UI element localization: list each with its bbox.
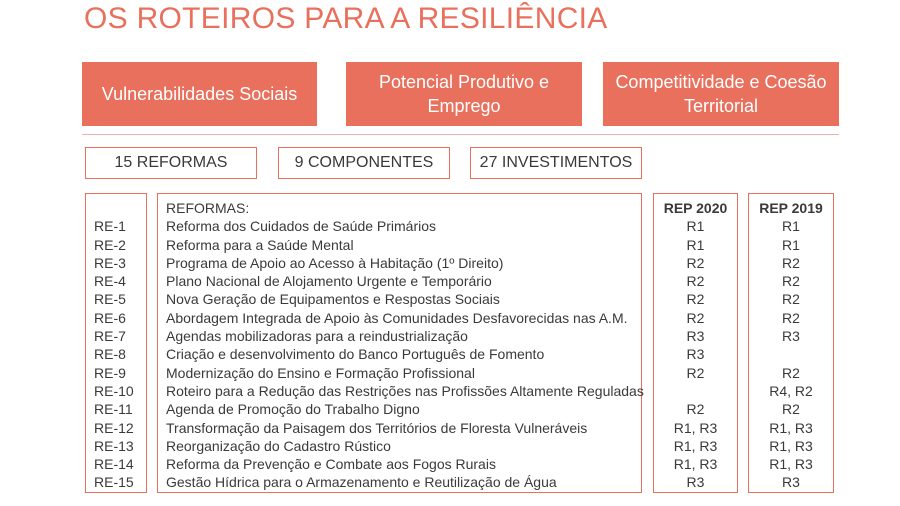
reforms-header: REFORMAS: (166, 200, 250, 216)
rep2020-value (654, 382, 737, 400)
reform-name: Transformação da Paisagem dos Territórios de Floresta Vulneráveis (166, 419, 588, 436)
rep2020-value: R2 (686, 401, 705, 418)
reform-code: RE-6 (94, 309, 126, 326)
rep2019-value: R1, R3 (769, 437, 813, 454)
rep2019-list (749, 199, 833, 492)
divider (82, 134, 839, 135)
pillar-vulnerabilidades-sociais: Vulnerabilidades Sociais (82, 62, 317, 126)
count-reformas: 15 REFORMAS (85, 147, 257, 179)
reform-name: Programa de Apoio ao Acesso à Habitação (1º Direito) (166, 254, 504, 271)
pillar-competitividade-coesao: Competitividade e Coesão Territorial (603, 62, 839, 126)
reform-name: Reorganização do Cadastro Rústico (166, 437, 391, 454)
reform-code: RE-13 (94, 437, 134, 454)
reform-code: RE-4 (94, 273, 126, 290)
rep2019-value: R1, R3 (769, 419, 813, 436)
reform-name: Reforma para a Saúde Mental (166, 236, 354, 253)
reform-name: Criação e desenvolvimento do Banco Português de Fomento (166, 346, 545, 363)
rep2020-value: R3 (686, 328, 705, 345)
reform-code: RE-7 (94, 328, 126, 345)
rep2019-value: R2 (782, 401, 800, 418)
reform-code: RE-15 (94, 474, 134, 491)
pillar-potencial-produtivo: Potencial Produtivo e Emprego (346, 62, 582, 126)
rep2019-value (749, 345, 833, 363)
rep2020-value: R2 (686, 254, 705, 271)
rep2020-value: R2 (686, 273, 705, 290)
rep2019-value: R2 (782, 273, 800, 290)
rep2020-value: R1 (686, 218, 705, 235)
rep2019-box (748, 193, 834, 493)
rep2019-value: R4, R2 (769, 382, 813, 399)
reform-code: RE-5 (94, 291, 126, 308)
reform-name: Agenda de Promoção do Trabalho Digno (166, 401, 420, 418)
reform-code: RE-3 (94, 254, 126, 271)
rep2020-value: R1, R3 (673, 437, 718, 454)
rep2020-value: R2 (686, 364, 705, 381)
rep2019-value: R2 (782, 309, 800, 326)
reforms-list (158, 199, 644, 492)
reform-codes-box (85, 193, 147, 493)
reform-name: Gestão Hídrica para o Armazenamento e Reutilização de Água (166, 474, 557, 491)
rep2020-header: REP 2020 (663, 200, 728, 216)
reform-code: RE-1 (94, 218, 126, 235)
rep2019-value: R1, R3 (769, 456, 813, 473)
count-componentes: 9 COMPONENTES (278, 147, 450, 179)
reform-code: RE-10 (94, 382, 134, 399)
reform-code: RE-8 (94, 346, 126, 363)
rep2019-value: R3 (782, 474, 800, 491)
rep2020-value: R2 (686, 291, 705, 308)
reform-code: RE-9 (94, 364, 126, 381)
reform-name: Modernização do Ensino e Formação Profissional (166, 364, 475, 381)
reform-code: RE-11 (94, 401, 133, 418)
reform-name: Plano Nacional de Alojamento Urgente e Temporário (166, 273, 492, 290)
reform-code: RE-2 (94, 236, 126, 253)
reform-name: Agendas mobilizadoras para a reindustrialização (166, 328, 468, 345)
reform-codes-list (86, 199, 146, 492)
rep2019-value: R1 (782, 218, 800, 235)
reform-code: RE-14 (94, 456, 134, 473)
rep2019-value: R1 (782, 236, 800, 253)
rep2020-list (654, 199, 737, 492)
rep2019-header: REP 2019 (759, 200, 823, 216)
rep2019-value: R3 (782, 328, 800, 345)
reform-name: Roteiro para a Redução das Restrições nas Profissões Altamente Reguladas (166, 382, 644, 399)
reform-name: Reforma da Prevenção e Combate aos Fogos Rurais (166, 456, 496, 473)
codes-header-spacer (94, 199, 146, 217)
rep2020-value: R1, R3 (673, 456, 718, 473)
reforms-box (157, 193, 642, 493)
reform-name: Reforma dos Cuidados de Saúde Primários (166, 218, 437, 235)
rep2020-value: R2 (686, 309, 705, 326)
rep2020-value: R3 (686, 474, 705, 491)
rep2020-value: R1, R3 (673, 419, 718, 436)
reform-name: Nova Geração de Equipamentos e Respostas Sociais (166, 291, 500, 308)
count-investimentos: 27 INVESTIMENTOS (470, 147, 642, 179)
rep2020-value: R1 (686, 236, 705, 253)
rep2020-value: R3 (686, 346, 705, 363)
reform-code: RE-12 (94, 419, 134, 436)
reform-name: Abordagem Integrada de Apoio às Comunidades Desfavorecidas nas A.M. (166, 309, 628, 326)
rep2019-value: R2 (782, 364, 800, 381)
rep2020-box (653, 193, 738, 493)
rep2019-value: R2 (782, 254, 800, 271)
rep2019-value: R2 (782, 291, 800, 308)
page-title: OS ROTEIROS PARA A RESILIÊNCIA (84, 2, 608, 35)
